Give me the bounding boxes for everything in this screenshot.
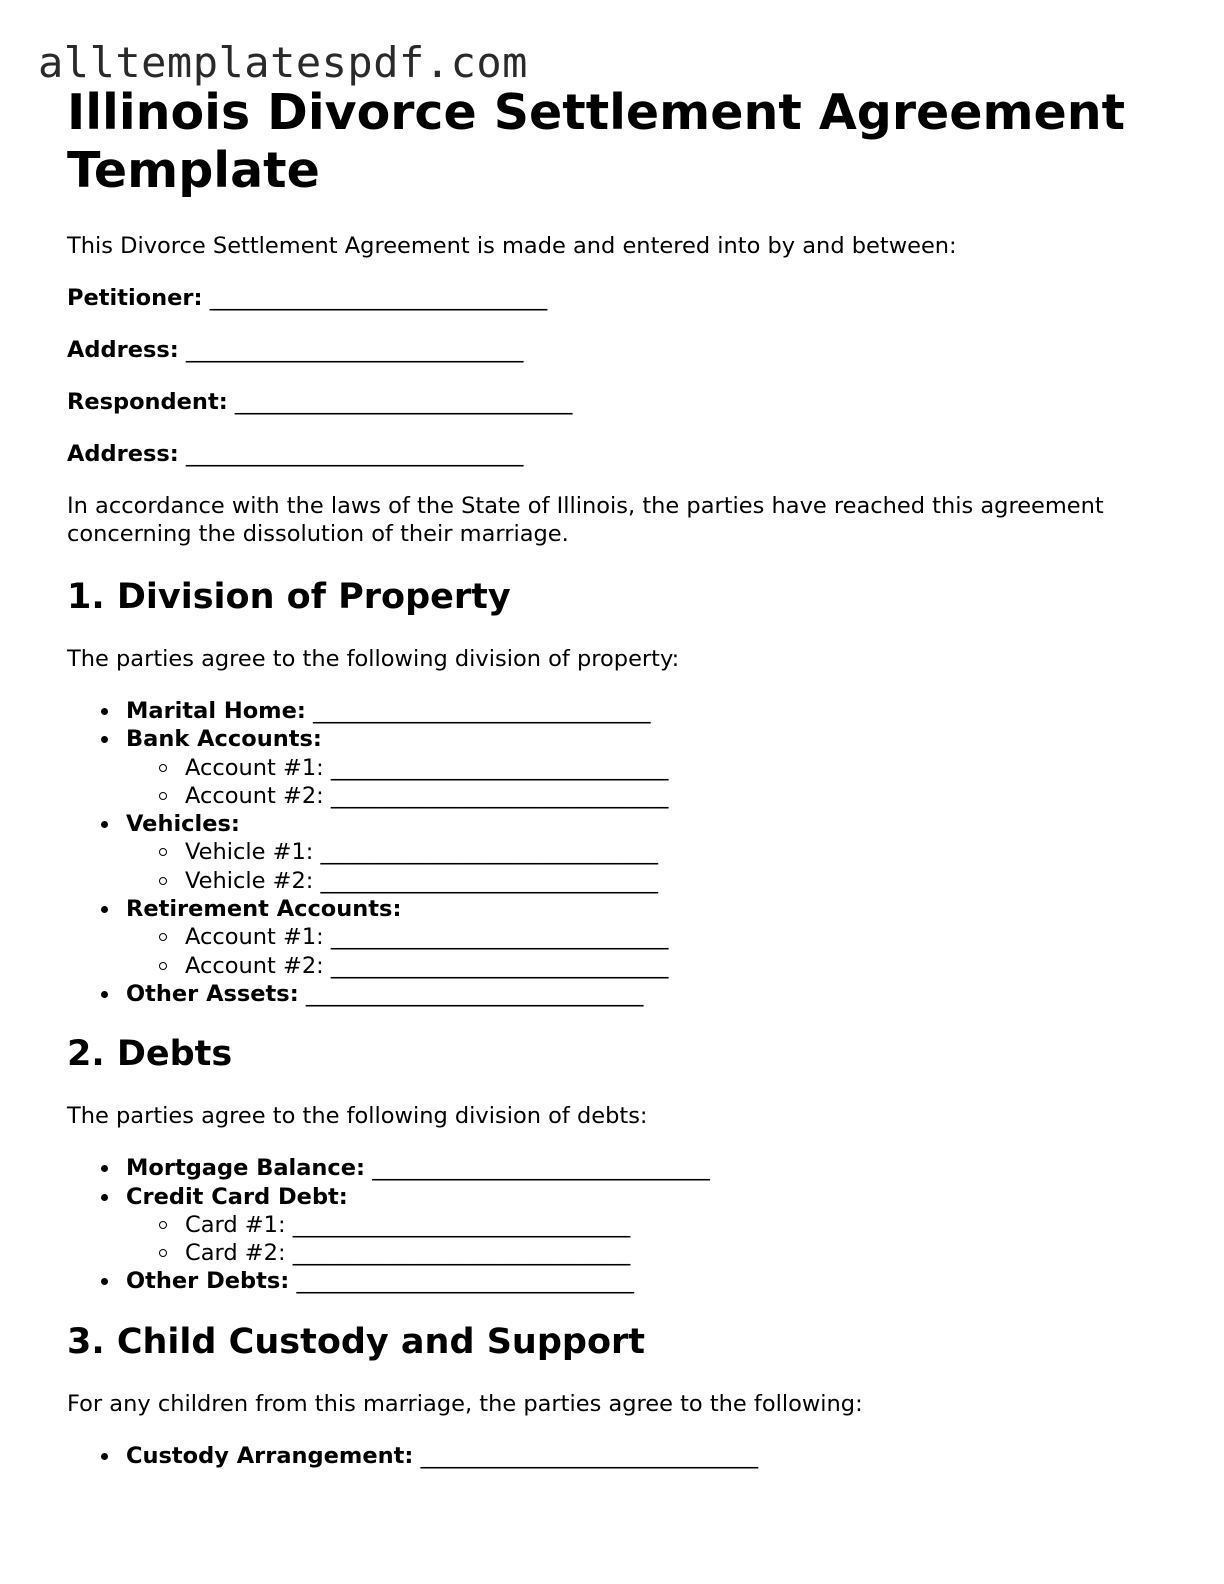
section-heading-property: 1. Division of Property (67, 577, 511, 617)
card-1-label: Card #1: (185, 1211, 286, 1238)
credit-card-label: Credit Card Debt: (126, 1183, 348, 1210)
custody-arrangement-blank[interactable]: ______________________________ (420, 1442, 759, 1469)
petitioner-address-field (67, 336, 1177, 364)
list-item-retirement-account-2 (126, 952, 1177, 980)
debts-list (67, 1154, 1177, 1295)
bank-account-1-label: Account #1: (185, 754, 324, 781)
intro-paragraph: This Divorce Settlement Agreement is made and entered into by and between: (67, 233, 957, 259)
bank-accounts-sublist (126, 754, 1177, 811)
list-item-mortgage (67, 1154, 1177, 1182)
vehicle-1-blank[interactable]: ______________________________ (320, 839, 659, 866)
respondent-address-field (67, 440, 1177, 468)
list-item-card-2 (126, 1239, 1177, 1267)
card-1-blank[interactable]: ______________________________ (292, 1211, 631, 1238)
vehicles-label: Vehicles: (126, 811, 240, 838)
mortgage-blank[interactable]: ______________________________ (372, 1155, 710, 1182)
card-2-blank[interactable]: ______________________________ (292, 1240, 631, 1267)
section-heading-custody: 3. Child Custody and Support (67, 1321, 645, 1362)
section-heading-debts: 2. Debts (67, 1034, 233, 1075)
document-body (67, 84, 1177, 1470)
other-assets-label: Other Assets: (126, 980, 299, 1007)
respondent-address-blank[interactable]: ______________________________ (185, 441, 524, 467)
marital-home-blank[interactable]: ______________________________ (313, 698, 651, 724)
list-item-retirement-account-1 (126, 923, 1177, 951)
retirement-sublist (126, 923, 1177, 980)
respondent-label: Respondent: (67, 389, 228, 415)
watermark-text: alltemplatespdf.com (38, 38, 528, 87)
petitioner-label: Petitioner: (67, 285, 203, 311)
list-item-vehicle-1 (126, 838, 1177, 866)
retirement-account-1-label: Account #1: (185, 924, 324, 951)
retirement-accounts-label: Retirement Accounts: (126, 896, 402, 923)
list-item-bank-account-1 (126, 754, 1177, 782)
card-2-label: Card #2: (185, 1240, 286, 1267)
property-intro: The parties agree to the following division of property: (67, 646, 680, 672)
debts-intro: The parties agree to the following division of debts: (67, 1103, 648, 1130)
petitioner-address-blank[interactable]: ______________________________ (185, 337, 524, 363)
petitioner-field (67, 284, 1177, 312)
other-debts-blank[interactable]: ______________________________ (296, 1268, 634, 1295)
list-item-other-assets (67, 980, 1177, 1008)
vehicle-2-label: Vehicle #2: (185, 867, 314, 894)
petitioner-blank[interactable]: ______________________________ (209, 285, 548, 311)
document-title: Illinois Divorce Settlement Agreement Template (67, 84, 1126, 199)
custody-intro: For any children from this marriage, the parties agree to the following: (67, 1390, 863, 1417)
petitioner-address-label: Address: (67, 337, 179, 363)
bank-account-1-blank[interactable]: ______________________________ (330, 754, 669, 781)
accordance-paragraph: In accordance with the laws of the State of Illinois, the parties have reached this agreement concerning the dissolution of their marriage. (67, 493, 1104, 547)
custody-arrangement-label: Custody Arrangement: (126, 1442, 414, 1469)
mortgage-label: Mortgage Balance: (126, 1155, 366, 1182)
respondent-address-label: Address: (67, 441, 179, 467)
list-item-retirement-accounts (67, 895, 1177, 980)
other-debts-label: Other Debts: (126, 1268, 290, 1295)
other-assets-blank[interactable]: ______________________________ (305, 980, 644, 1007)
list-item-vehicles (67, 810, 1177, 895)
list-item-credit-card (67, 1183, 1177, 1268)
credit-card-sublist (126, 1211, 1177, 1268)
list-item-marital-home (67, 697, 1177, 725)
retirement-account-1-blank[interactable]: ______________________________ (330, 924, 669, 951)
list-item-card-1 (126, 1211, 1177, 1239)
list-item-vehicle-2 (126, 867, 1177, 895)
bank-account-2-label: Account #2: (185, 782, 324, 809)
bank-accounts-label: Bank Accounts: (126, 726, 322, 753)
vehicles-sublist (126, 838, 1177, 895)
vehicle-1-label: Vehicle #1: (185, 839, 314, 866)
bank-account-2-blank[interactable]: ______________________________ (330, 782, 669, 809)
marital-home-label: Marital Home: (126, 698, 306, 724)
list-item-other-debts (67, 1267, 1177, 1295)
list-item-bank-account-2 (126, 782, 1177, 810)
vehicle-2-blank[interactable]: ______________________________ (320, 867, 659, 894)
list-item-custody-arrangement (67, 1442, 1177, 1470)
respondent-field (67, 388, 1177, 416)
list-item-bank-accounts (67, 725, 1177, 810)
custody-list (67, 1442, 1177, 1470)
retirement-account-2-blank[interactable]: ______________________________ (330, 952, 669, 979)
retirement-account-2-label: Account #2: (185, 952, 324, 979)
respondent-blank[interactable]: ______________________________ (234, 389, 573, 415)
property-list (67, 697, 1177, 1008)
